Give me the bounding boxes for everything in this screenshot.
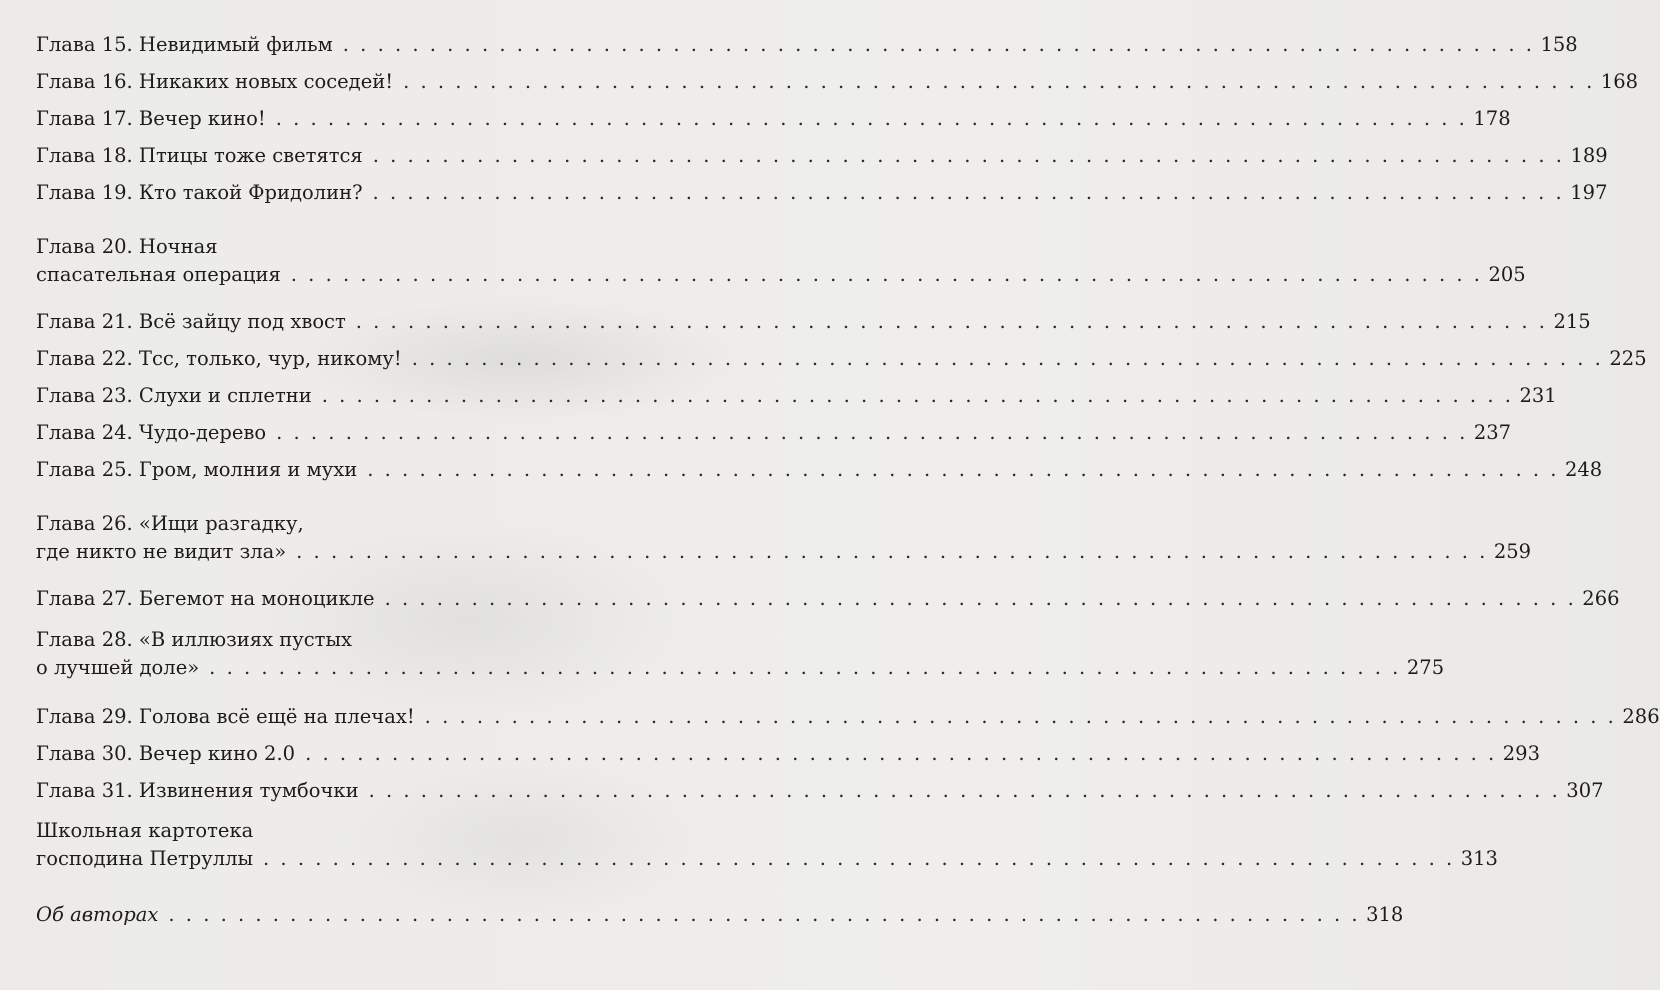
toc-line (36, 144, 1608, 167)
toc-entry-school-file (36, 819, 1498, 870)
toc-entry-chapter-27 (36, 587, 1620, 610)
page-number: 231 (1519, 384, 1557, 407)
dot-leader: . . . . . . . . . . . . . . . . . . . . . . . . . . . . . . . . . . . . . . . . . . . . . . . . . . . . . . . . . . . . . . . . . . . . . (321, 384, 1514, 407)
toc-entry-chapter-23 (36, 384, 1557, 407)
toc-entry-chapter-22 (36, 347, 1647, 370)
dot-leader: . . . . . . . . . . . . . . . . . . . . . . . . . . . . . . . . . . . . . . . . . . . . . . . . . . . . . . . . . . . . . . . . . . . . . (276, 421, 1468, 444)
toc-line (36, 847, 1498, 870)
toc-line (36, 656, 1445, 679)
page-number: 168 (1600, 70, 1639, 93)
dot-leader: . . . . . . . . . . . . . . . . . . . . . . . . . . . . . . . . . . . . . . . . . . . . . . . . . . . . . . . . . . . . . . . . . . . . . (372, 181, 1565, 204)
toc-entry-chapter-30 (36, 742, 1540, 765)
dot-leader: . . . . . . . . . . . . . . . . . . . . . . . . . . . . . . . . . . . . . . . . . . . . . . . . . . . . . . . . . . . . . . . . . . . . . (424, 705, 1617, 728)
toc-line (36, 107, 1511, 130)
toc-line (36, 384, 1557, 407)
dot-leader: . . . . . . . . . . . . . . . . . . . . . . . . . . . . . . . . . . . . . . . . . . . . . . . . . . . . . . . . . . . . . . . . . . . . . (290, 263, 1483, 286)
toc-line (36, 347, 1647, 370)
chapter-title-first-line: Глава 28. «В иллюзиях пустых (36, 628, 352, 651)
dot-leader: . . . . . . . . . . . . . . . . . . . . . . . . . . . . . . . . . . . . . . . . . . . . . . . . . . . . . . . . . . . . . . . . . . . . . (305, 742, 1497, 765)
dot-leader: . . . . . . . . . . . . . . . . . . . . . . . . . . . . . . . . . . . . . . . . . . . . . . . . . . . . . . . . . . . . . . . . . . . . . (168, 903, 1361, 926)
chapter-title: Об авторах (36, 903, 159, 926)
chapter-title: Глава 31. Извинения тумбочки (36, 779, 359, 802)
page-number: 266 (1582, 587, 1620, 610)
chapter-title-first-line: Школьная картотека (36, 819, 254, 842)
page-number: 225 (1609, 347, 1647, 370)
chapter-title: Глава 29. Голова всё ещё на плечах! (36, 705, 415, 728)
chapter-title: Глава 19. Кто такой Фридолин? (36, 181, 363, 204)
dot-leader: . . . . . . . . . . . . . . . . . . . . . . . . . . . . . . . . . . . . . . . . . . . . . . . . . . . . . . . . . . . . . . . . . . . . . (368, 779, 1561, 802)
toc-line (36, 540, 1532, 563)
dot-leader: . . . . . . . . . . . . . . . . . . . . . . . . . . . . . . . . . . . . . . . . . . . . . . . . . . . . . . . . . . . . . . . . . . . . . (372, 144, 1565, 167)
toc-line (36, 742, 1540, 765)
chapter-title: Глава 21. Всё зайцу под хвост (36, 310, 346, 333)
dot-leader: . . . . . . . . . . . . . . . . . . . . . . . . . . . . . . . . . . . . . . . . . . . . . . . . . . . . . . . . . . . . . . . . . . . . . (209, 656, 1401, 679)
dot-leader: . . . . . . . . . . . . . . . . . . . . . . . . . . . . . . . . . . . . . . . . . . . . . . . . . . . . . . . . . . . . . . . . . . . . . (367, 458, 1559, 481)
chapter-title: Глава 22. Тсс, только, чур, никому! (36, 347, 402, 370)
toc-entry-chapter-31 (36, 779, 1604, 802)
dot-leader: . . . . . . . . . . . . . . . . . . . . . . . . . . . . . . . . . . . . . . . . . . . . . . . . . . . . . . . . . . . . . . . . . . . . . (342, 33, 1535, 56)
toc-line (36, 70, 1639, 93)
toc-line (36, 181, 1608, 204)
page-number: 307 (1566, 779, 1604, 802)
chapter-title-first-line: Глава 20. Ночная (36, 235, 218, 258)
toc-line (36, 458, 1603, 481)
toc-entry-chapter-25 (36, 458, 1603, 481)
toc-entry-chapter-28 (36, 628, 1445, 679)
chapter-title: Глава 15. Невидимый фильм (36, 33, 333, 56)
toc-entry-chapter-21 (36, 310, 1591, 333)
chapter-title: Глава 18. Птицы тоже светятся (36, 144, 363, 167)
page-number: 313 (1460, 847, 1498, 870)
toc-entry-about-authors (36, 903, 1404, 926)
dot-leader: . . . . . . . . . . . . . . . . . . . . . . . . . . . . . . . . . . . . . . . . . . . . . . . . . . . . . . . . . . . . . . . . . . . . . (403, 70, 1595, 93)
toc-line (36, 33, 1578, 56)
toc-entry-chapter-29 (36, 705, 1660, 728)
chapter-title: Глава 30. Вечер кино 2.0 (36, 742, 296, 765)
dot-leader: . . . . . . . . . . . . . . . . . . . . . . . . . . . . . . . . . . . . . . . . . . . . . . . . . . . . . . . . . . . . . . . . . . . . . (296, 540, 1488, 563)
page-number: 237 (1473, 421, 1512, 444)
dot-leader: . . . . . . . . . . . . . . . . . . . . . . . . . . . . . . . . . . . . . . . . . . . . . . . . . . . . . . . . . . . . . . . . . . . . . (384, 587, 1577, 610)
toc-line (36, 310, 1591, 333)
toc-line (36, 705, 1660, 728)
page-number: 318 (1366, 903, 1404, 926)
dot-leader: . . . . . . . . . . . . . . . . . . . . . . . . . . . . . . . . . . . . . . . . . . . . . . . . . . . . . . . . . . . . . . . . . . . . . (411, 347, 1604, 370)
chapter-title: спасательная операция (36, 263, 281, 286)
toc-entry-chapter-20 (36, 235, 1526, 286)
toc-entry-chapter-19 (36, 181, 1608, 204)
dot-leader: . . . . . . . . . . . . . . . . . . . . . . . . . . . . . . . . . . . . . . . . . . . . . . . . . . . . . . . . . . . . . . . . . . . . . (355, 310, 1548, 333)
page-number: 178 (1473, 107, 1511, 130)
page-number: 197 (1570, 181, 1608, 204)
chapter-title: Глава 25. Гром, молния и мухи (36, 458, 358, 481)
page-number: 205 (1488, 263, 1526, 286)
toc-line (36, 263, 1526, 286)
toc-line (36, 779, 1604, 802)
dot-leader: . . . . . . . . . . . . . . . . . . . . . . . . . . . . . . . . . . . . . . . . . . . . . . . . . . . . . . . . . . . . . . . . . . . . . (275, 107, 1468, 130)
chapter-title: Глава 17. Вечер кино! (36, 107, 266, 130)
chapter-title: Глава 24. Чудо-дерево (36, 421, 267, 444)
toc-entry-chapter-24 (36, 421, 1512, 444)
toc-line (36, 421, 1512, 444)
page-number: 275 (1406, 656, 1445, 679)
toc-line (36, 903, 1404, 926)
page-number: 248 (1564, 458, 1603, 481)
toc-line (36, 587, 1620, 610)
chapter-title: Глава 27. Бегемот на моноцикле (36, 587, 375, 610)
toc-entry-chapter-15 (36, 33, 1578, 56)
toc-entry-chapter-16 (36, 70, 1639, 93)
page-number: 215 (1553, 310, 1591, 333)
page-number: 189 (1570, 144, 1608, 167)
toc-entry-chapter-17 (36, 107, 1511, 130)
chapter-title: Глава 16. Никаких новых соседей! (36, 70, 394, 93)
page-number: 259 (1493, 540, 1532, 563)
page-number: 286 (1622, 705, 1660, 728)
chapter-title: Глава 23. Слухи и сплетни (36, 384, 312, 407)
chapter-title-first-line: Глава 26. «Ищи разгадку, (36, 512, 304, 535)
dot-leader: . . . . . . . . . . . . . . . . . . . . . . . . . . . . . . . . . . . . . . . . . . . . . . . . . . . . . . . . . . . . . . . . . . . . . (263, 847, 1455, 870)
toc-entry-chapter-18 (36, 144, 1608, 167)
chapter-title: господина Петруллы (36, 847, 254, 870)
chapter-title: о лучшей доле» (36, 656, 200, 679)
chapter-title: где никто не видит зла» (36, 540, 287, 563)
page-number: 293 (1502, 742, 1540, 765)
toc-entry-chapter-26 (36, 512, 1532, 563)
page-number: 158 (1540, 33, 1578, 56)
